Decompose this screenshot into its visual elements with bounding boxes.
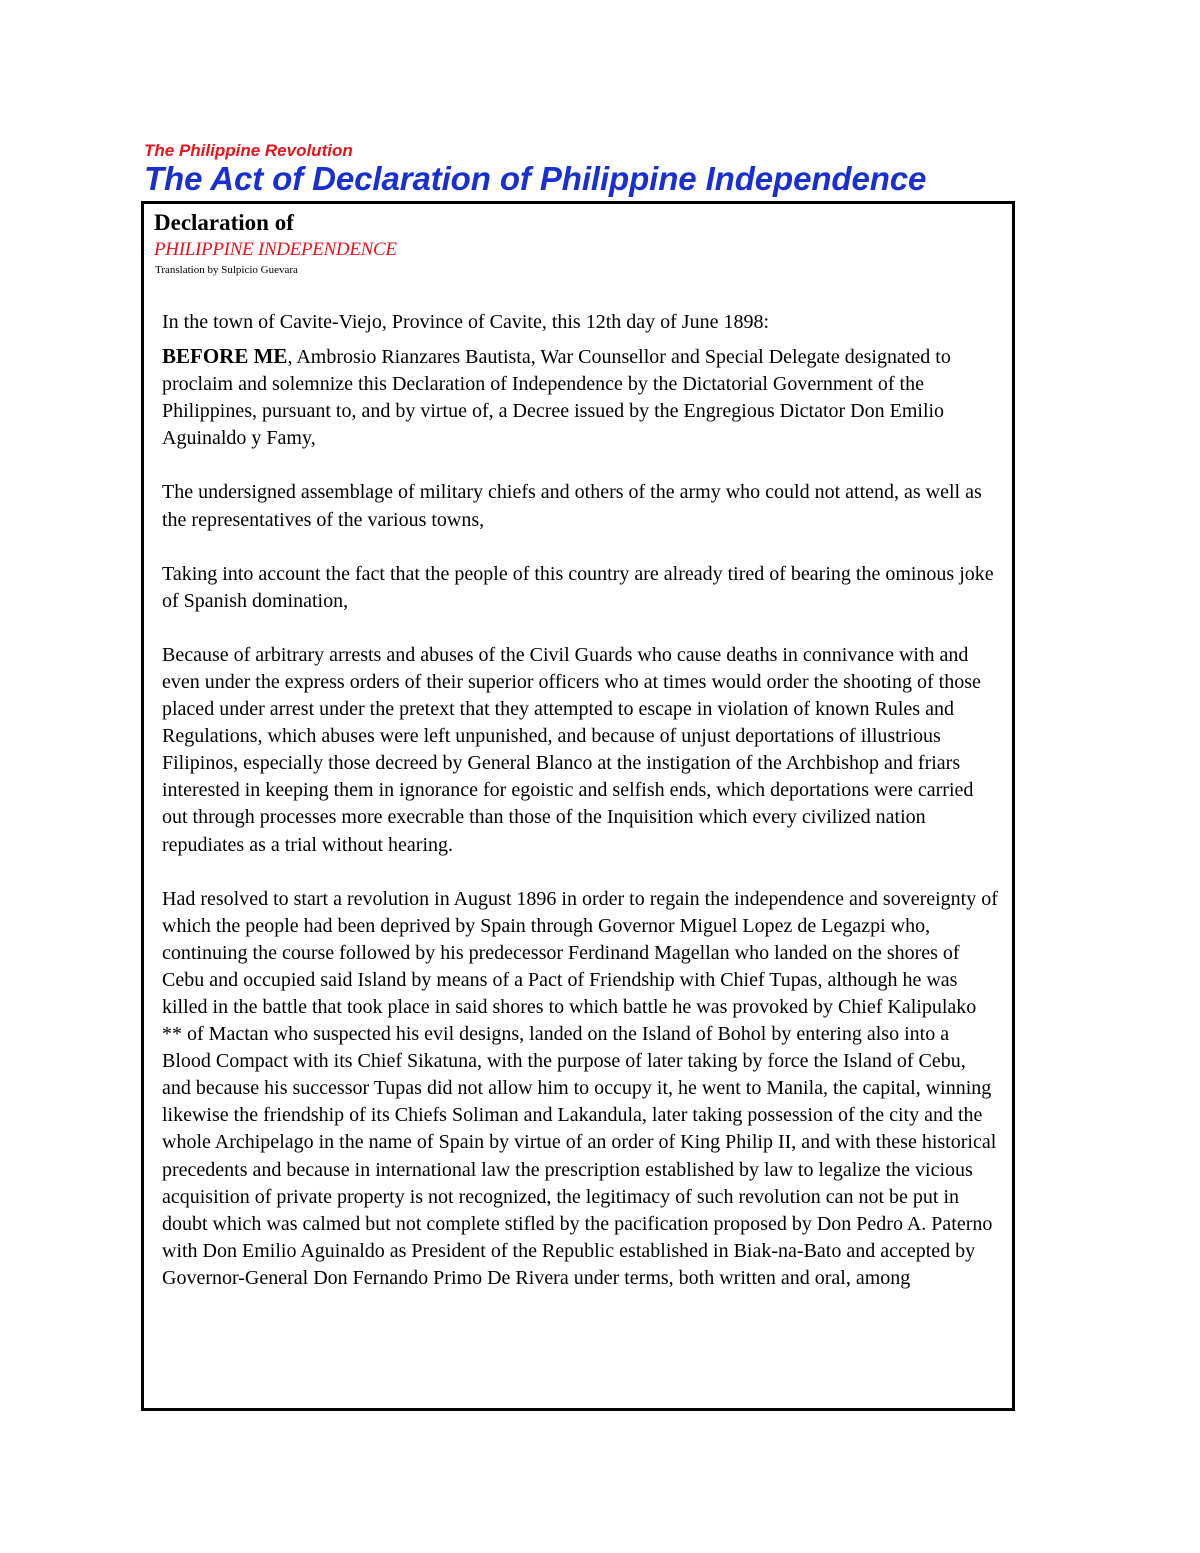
translation-credit: Translation by Sulpicio Guevara xyxy=(155,264,298,276)
paragraph-lead: BEFORE ME xyxy=(162,344,288,369)
box-title: Declaration of xyxy=(154,210,294,235)
paragraph-text: , Ambrosio Rianzares Bautista, War Counsellor and Special Delegate designated to proclaim and solemnize this Declaration of Independence by the Dictatorial Government of the Philippines, pursuant to, and by virtue of, a Decree issued by the Engregious Dictator Don Emilio Aguinaldo y Famy, xyxy=(162,346,951,450)
paragraph-undersigned: The undersigned assemblage of military chiefs and others of the army who could not attend, as well as the representatives of the various towns, xyxy=(162,481,982,531)
paragraph-arbitrary-arrests: Because of arbitrary arrests and abuses of the Civil Guards who cause deaths in connivance with and even under the express orders of their superior officers who at times would order the shooting of those placed under arrest under the pretext that they attempted to escape in violation of known Rules and Regulations, which abuses were left unpunished, and because of unjust deportations of illustrious Filipinos, especially those decreed by General Blanco at the instigation of the Archbishop and friars interested in keeping them in ignorance for egoistic and selfish ends, which deportations were carried out through processes more execrable than those of the Inquisition which every civilized nation repudiates as a trial without hearing. xyxy=(162,643,981,856)
box-subtitle: PHILIPPINE INDEPENDENCE xyxy=(154,239,397,260)
declaration-box xyxy=(141,201,1015,1411)
section-kicker: The Philippine Revolution xyxy=(144,141,353,160)
opening-paragraph: In the town of Cavite-Viejo, Province of Cavite, this 12th day of June 1898: xyxy=(162,311,770,333)
paragraph-taking-into-account: Taking into account the fact that the people of this country are already tired of bearing the ominous joke of Spanish domination, xyxy=(162,562,994,612)
paragraph-before-me xyxy=(162,343,998,452)
declaration-body xyxy=(162,309,998,1319)
paragraph-revolution: Had resolved to start a revolution in August 1896 in order to regain the independence and sovereignty of which the people had been deprived by Spain through Governor Miguel Lopez de Legazpi who, continuing the course followed by his predecessor Ferdinand Magellan who landed on the shores of Cebu and occupied said Island by means of a Pact of Friendship with Chief Tupas, although he was killed in the battle that took place in said shores to which battle he was provoked by Chief Kalipulako ** of Mactan who suspected his evil designs, landed on the Island of Bohol by entering also into a Blood Compact with its Chief Sikatuna, with the purpose of later taking by force the Island of Cebu, and because his successor Tupas did not allow him to occupy it, he went to Manila, the capital, winning likewise the friendship of its Chiefs Soliman and Lakandula, later taking possession of the city and the whole Archipelago in the name of Spain by virtue of an order of King Philip II, and with these historical precedents and because in international law the prescription established by law to legalize the vicious acquisition of private property is not recognized, the legitimacy of such revolution can not be put in doubt which was calmed but not complete stifled by the pacification proposed by Don Pedro A. Paterno with Don Emilio Aguinaldo as President of the Republic established in Biak-na-Bato and accepted by Governor-General Don Fernando Primo De Rivera under terms, both written and oral, among xyxy=(162,887,998,1289)
page-title: The Act of Declaration of Philippine Independence xyxy=(144,160,927,197)
